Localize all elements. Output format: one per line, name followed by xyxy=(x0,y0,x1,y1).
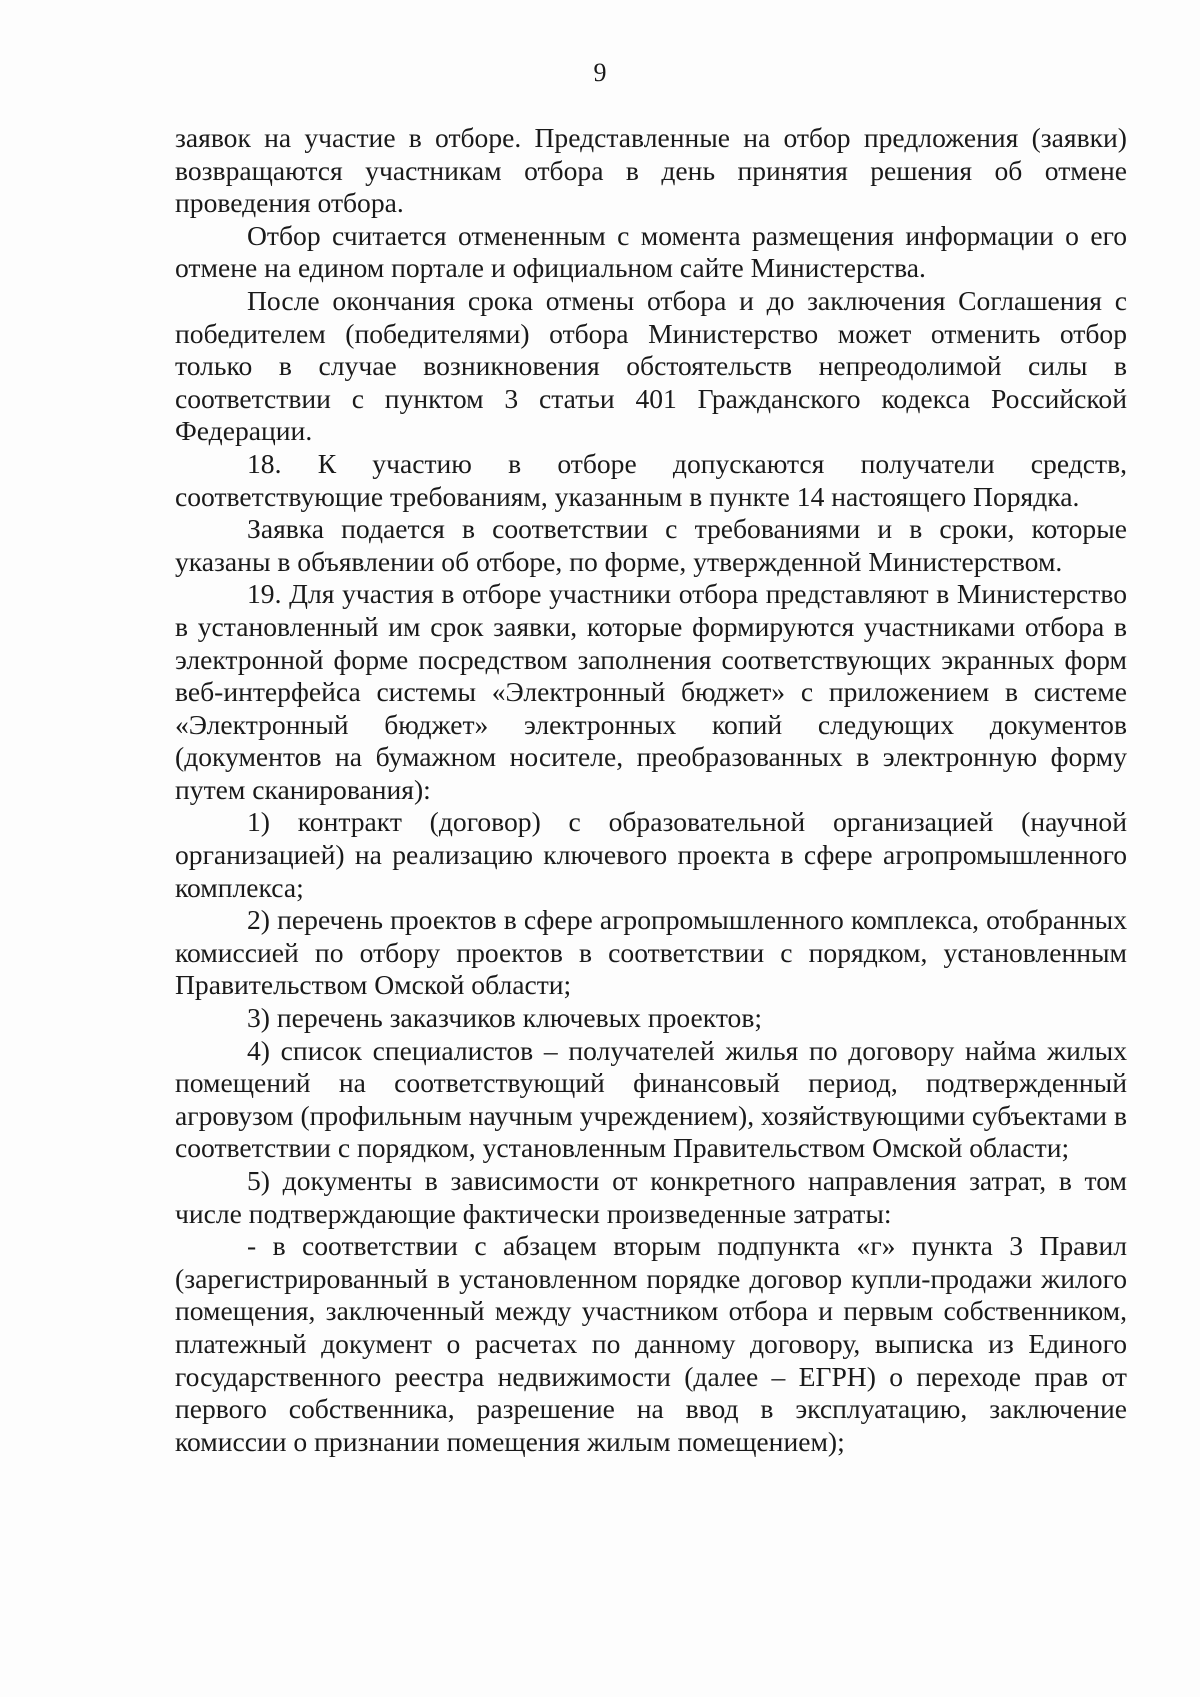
list-item-4: 4) список специалистов – получателей жилья по договору найма жилых помещений на соответствующий финансовый период, подтвержденный агровузом (профильным научным учреждением), хозяйствующими субъектами в соответствии с порядком, установленным Правительством Омской области; xyxy=(175,1034,1127,1164)
page-number: 9 xyxy=(593,58,607,87)
document-body xyxy=(175,122,1127,1458)
paragraph-clause-19: 19. Для участия в отборе участники отбора представляют в Министерство в установленный им срок заявки, которые формируются участниками отбора в электронной форме посредством заполнения соответствующих экранных форм веб-интерфейса системы «Электронный бюджет» с приложением в системе «Электронный бюджет» электронных копий следующих документов (документов на бумажном носителе, преобразованных в электронную форму путем сканирования): xyxy=(175,578,1127,805)
paragraph-cancellation: Отбор считается отмененным с момента размещения информации о его отмене на едином портале и официальном сайте Министерства. xyxy=(175,219,1127,284)
paragraph-application-submission: Заявка подается в соответствии с требованиями и в сроки, которые указаны в объявлении об отборе, по форме, утвержденной Министерством. xyxy=(175,513,1127,577)
list-item-3: 3) перечень заказчиков ключевых проектов; xyxy=(247,1002,763,1034)
list-item-5: 5) документы в зависимости от конкретного направления затрат, в том числе подтверждающие фактически произведенные затраты: xyxy=(175,1165,1127,1229)
list-item-1: 1) контракт (договор) с образовательной организацией (научной организацией) на реализацию ключевого проекта в сфере агропромышленного комплекса; xyxy=(175,806,1127,903)
paragraph-continuation: заявок на участие в отборе. Представленные на отбор предложения (заявки) возвращаются участникам отбора в день принятия решения об отмене проведения отбора. xyxy=(175,122,1127,219)
list-subitem-dash: - в соответствии с абзацем вторым подпункта «г» пункта 3 Правил (зарегистрированный в установленном порядке договор купли-продажи жилого помещения, заключенный между участником отбора и первым собственником, платежный документ о расчетах по данному договору, выписка из Единого государственного реестра недвижимости (далее – ЕГРН) о переходе прав от первого собственника, разрешение на ввод в эксплуатацию, заключение комиссии о признании помещения жилым помещением); xyxy=(175,1230,1127,1457)
list-item-2: 2) перечень проектов в сфере агропромышленного комплекса, отобранных комиссией по отбору проектов в соответствии с порядком, установленным Правительством Омской области; xyxy=(175,904,1127,1001)
paragraph-clause-18: 18. К участию в отборе допускаются получатели средств, соответствующие требованиям, указанным в пункте 14 настоящего Порядка. xyxy=(175,447,1127,512)
paragraph-force-majeure: После окончания срока отмены отбора и до заключения Соглашения с победителем (победителями) отбора Министерство может отменить отбор только в случае возникновения обстоятельств непреодолимой силы в соответствии с пунктом 3 статьи 401 Гражданского кодекса Российской Федерации. xyxy=(175,284,1127,447)
